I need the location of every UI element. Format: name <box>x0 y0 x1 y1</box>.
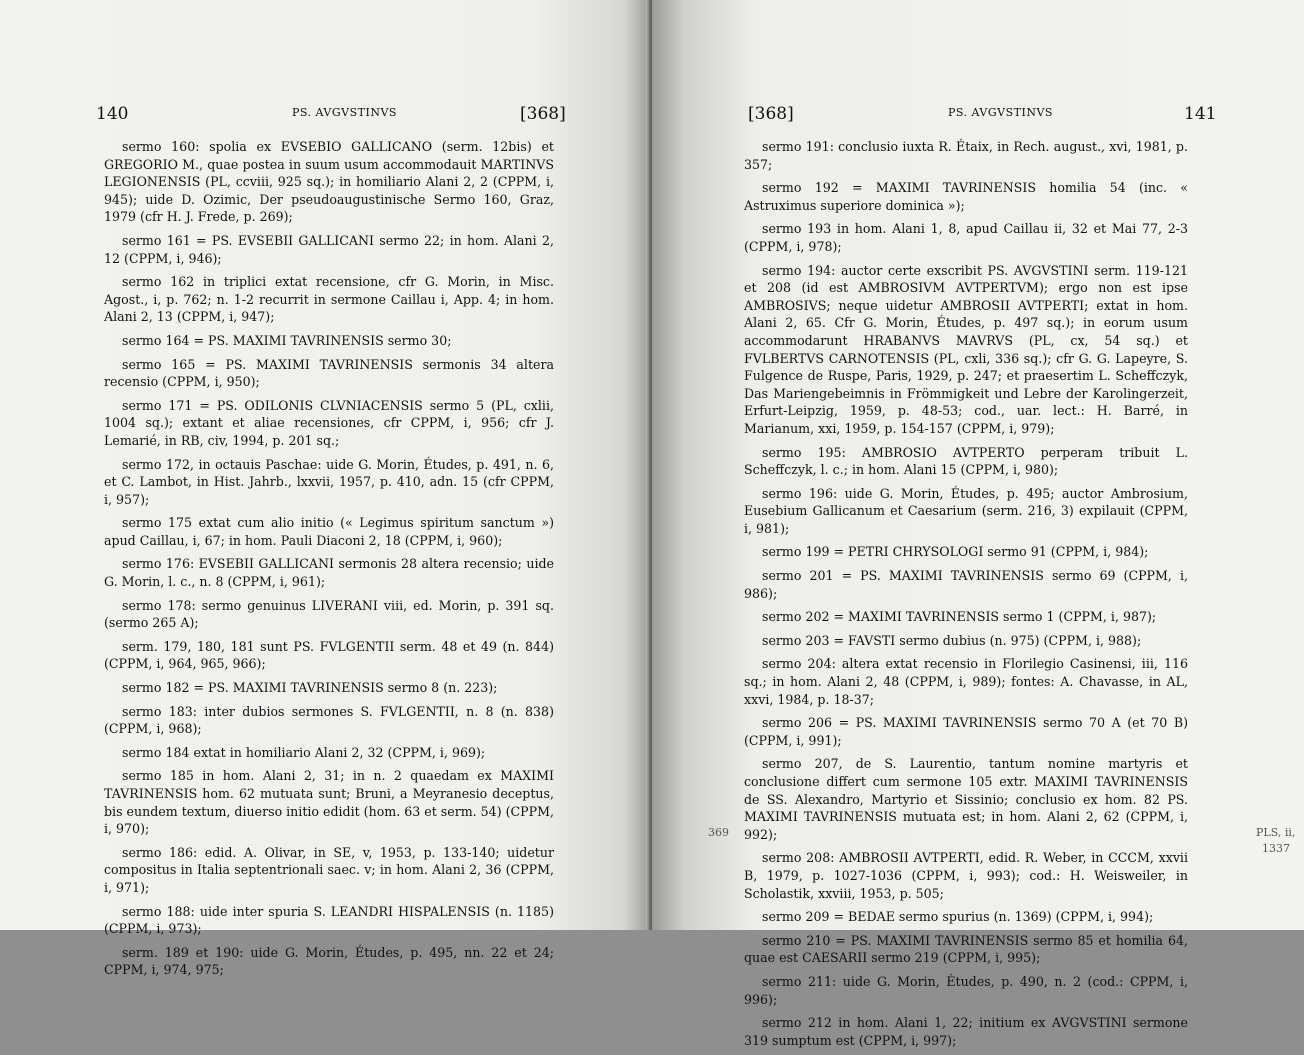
entry: sermo 208: AMBROSII AVTPERTI, edid. R. Weber, in CCCM, xxvii B, 1979, p. 1027-1036 (CPPM, i, 993); cod.: H. Weisweiler, in Scholastik, xxviii, 1953, p. 505; <box>744 850 1188 901</box>
entry: sermo 171 = PS. ODILONIS CLVNIACENSIS sermo 5 (PL, cxlii, 1004 sq.); extant et aliae recensiones, cfr CPPM, i, 956; cfr J. Lemarié, in RB, civ, 1994, p. 201 sq.; <box>104 397 554 448</box>
left-page-body <box>104 138 554 985</box>
running-title: PS. AVGVSTINVS <box>292 106 397 119</box>
right-page <box>652 0 1304 1048</box>
entry: sermo 178: sermo genuinus LIVERANI viii, ed. Morin, p. 391 sq. (sermo 265 A); <box>104 597 554 631</box>
entry: sermo 165 = PS. MAXIMI TAVRINENSIS sermonis 34 altera recensio (CPPM, i, 950); <box>104 356 554 390</box>
entry: sermo 204: altera extat recensio in Florilegio Casinensi, iii, 116 sq.; in hom. Alani 2, 48 (CPPM, i, 989); fontes: A. Chavasse, in AL, xxvi, 1984, p. 18-37; <box>744 656 1188 707</box>
entry: sermo 196: uide G. Morin, Études, p. 495; auctor Ambrosium, Eusebium Gallicanum et Caesarium (serm. 216, 3) expilauit (CPPM, i, 981); <box>744 485 1188 536</box>
entry: sermo 210 = PS. MAXIMI TAVRINENSIS sermo 85 et homilia 64, quae est CAESARII sermo 219 (CPPM, i, 995); <box>744 932 1188 966</box>
entry: sermo 186: edid. A. Olivar, in SE, v, 1953, p. 133-140; uidetur compositus in Italia septentrionali saec. v; in hom. Alani 2, 36 (CPPM, i, 971); <box>104 844 554 895</box>
right-page-body <box>744 138 1188 1055</box>
entry: sermo 188: uide inter spuria S. LEANDRI HISPALENSIS (n. 1185) (CPPM, i, 973); <box>104 903 554 937</box>
entry: sermo 175 extat cum alio initio (« Legimus spiritum sanctum ») apud Caillau, i, 67; in hom. Pauli Diaconi 2, 18 (CPPM, i, 960); <box>104 515 554 548</box>
entry: sermo 161 = PS. EVSEBII GALLICANI sermo 22; in hom. Alani 2, 12 (CPPM, i, 946); <box>104 232 554 266</box>
entry: sermo 209 = BEDAE sermo spurius (n. 1369) (CPPM, i, 994); <box>762 909 1154 925</box>
entry: sermo 212 in hom. Alani 1, 22; initium ex AVGVSTINI sermone 319 sumptum est (CPPM, i, 997); <box>744 1015 1188 1048</box>
entry: sermo 185 in hom. Alani 2, 31; in n. 2 quaedam ex MAXIMI TAVRINENSIS hom. 62 mutuata sunt; Bruni, a Meyranesio deceptus, bis eundem textum, diuerso initio edidit (hom. 63 et serm. 54) (CPPM, i, 970); <box>104 768 555 837</box>
page-number: 141 <box>1184 104 1217 124</box>
entry: sermo 203 = FAVSTI sermo dubius (n. 975) (CPPM, i, 988); <box>762 632 1142 648</box>
margin-note-left: 369 <box>708 826 729 839</box>
entry: sermo 191: conclusio iuxta R. Étaix, in Rech. august., xvi, 1981, p. 357; <box>744 139 1188 172</box>
left-page <box>0 0 650 978</box>
entry: sermo 211: uide G. Morin, Études, p. 490, n. 2 (cod.: CPPM, i, 996); <box>744 973 1188 1007</box>
entry: sermo 176: EVSEBII GALLICANI sermonis 28 altera recensio; uide G. Morin, l. c., n. 8 (CPPM, i, 961); <box>104 556 554 590</box>
entry: sermo 206 = PS. MAXIMI TAVRINENSIS sermo 70 A (et 70 B) (CPPM, i, 991); <box>744 715 1188 748</box>
entry: sermo 201 = PS. MAXIMI TAVRINENSIS sermo 69 (CPPM, i, 986); <box>744 568 1188 601</box>
bracket-number: [368] <box>520 104 566 124</box>
margin-note-right: PLS, ii, <box>1256 826 1296 839</box>
entry: sermo 164 = PS. MAXIMI TAVRINENSIS sermo 30; <box>122 332 452 348</box>
entry: sermo 162 in triplici extat recensione, cfr G. Morin, in Misc. Agost., i, p. 762; n. 1-2 recurrit in sermone Caillau i, App. 4; in hom. Alani 2, 13 (CPPM, i, 947); <box>104 274 554 325</box>
entry: sermo 192 = MAXIMI TAVRINENSIS homilia 54 (inc. « Astruximus superiore dominica »); <box>744 180 1188 213</box>
running-head-right <box>748 100 1217 126</box>
entry: sermo 202 = MAXIMI TAVRINENSIS sermo 1 (CPPM, i, 987); <box>762 609 1157 625</box>
entry: sermo 195: AMBROSIO AVTPERTO perperam tribuit L. Scheffczyk, l. c.; in hom. Alani 15 (CPPM, i, 980); <box>744 444 1188 478</box>
entry: sermo 194: auctor certe exscribit PS. AVGVSTINI serm. 119-121 et 208 (id est AMBROSIVM AVTPERTVM); ergo non est ipse AMBROSIVS; neque uidetur AMBROSII AVTPERTI; extat in hom. Alani 2, 65. Cfr G. Morin, Études, p. 497 sq.); in eorum usum accommodarunt HRABANVS MAVRVS (PL, cx, 54 sq.) et FVLBERTVS CARNOTENSIS (PL, cxli, 336 sq.); cfr G. G. Lapeyre, S. Fulgence de Ruspe, Paris, 1929, p. 247; et praesertim L. Scheffczyk, Das Mariengebeimnis in Frömmigkeit und Lebre der Karolingerzeit, Erfurt-Leipzig, 1959, p. 48-53; cod., uar. lect.: H. Barré, in Marianum, xxi, 1959, p. 154-157 (CPPM, i, 979); <box>744 262 1188 436</box>
entry: sermo 193 in hom. Alani 1, 8, apud Caillau ii, 32 et Mai 77, 2-3 (CPPM, i, 978); <box>744 221 1188 254</box>
entry: serm. 179, 180, 181 sunt PS. FVLGENTII serm. 48 et 49 (n. 844) (CPPM, i, 964, 965, 966); <box>104 638 554 672</box>
margin-note-right-2: 1337 <box>1262 842 1290 855</box>
entry: sermo 160: spolia ex EVSEBIO GALLICANO (serm. 12bis) et GREGORIO M., quae postea in suum usum accommodauit MARTINVS LEGIONENSIS (PL, ccviii, 925 sq.); in homiliario Alani 2, 2 (CPPM, i, 945); uide D. Ozimic, Der pseudoaugustinische Sermo 160, Graz, 1979 (cfr H. J. Frede, p. 269); <box>104 139 554 225</box>
bracket-number: [368] <box>748 104 794 124</box>
entry: sermo 199 = PETRI CHRYSOLOGI sermo 91 (CPPM, i, 984); <box>762 544 1149 560</box>
entry: sermo 207, de S. Laurentio, tantum nomine martyris et conclusione differt cum sermone 105 extr. MAXIMI TAVRINENSIS de SS. Alexandro, Martyrio et Sissinio; conclusio ex hom. 82 PS. MAXIMI TAVRINENSIS mutuata est; in hom. Alani 2, 62 (CPPM, i, 992); <box>744 756 1188 842</box>
page-number: 140 <box>96 104 129 124</box>
running-title: PS. AVGVSTINVS <box>948 106 1053 119</box>
entry: sermo 183: inter dubios sermones S. FVLGENTII, n. 8 (n. 838) (CPPM, i, 968); <box>104 703 554 737</box>
entry: sermo 172, in octauis Paschae: uide G. Morin, Études, p. 491, n. 6, et C. Lambot, in Hist. Jahrb., lxxvii, 1957, p. 410, adn. 15 (cfr CPPM, i, 957); <box>104 456 554 507</box>
entry: serm. 189 et 190: uide G. Morin, Études, p. 495, nn. 22 et 24; CPPM, i, 974, 975; <box>104 944 554 978</box>
entry: sermo 184 extat in homiliario Alani 2, 32 (CPPM, i, 969); <box>122 744 486 760</box>
running-head-left <box>96 100 566 126</box>
entry: sermo 182 = PS. MAXIMI TAVRINENSIS sermo 8 (n. 223); <box>122 680 498 696</box>
